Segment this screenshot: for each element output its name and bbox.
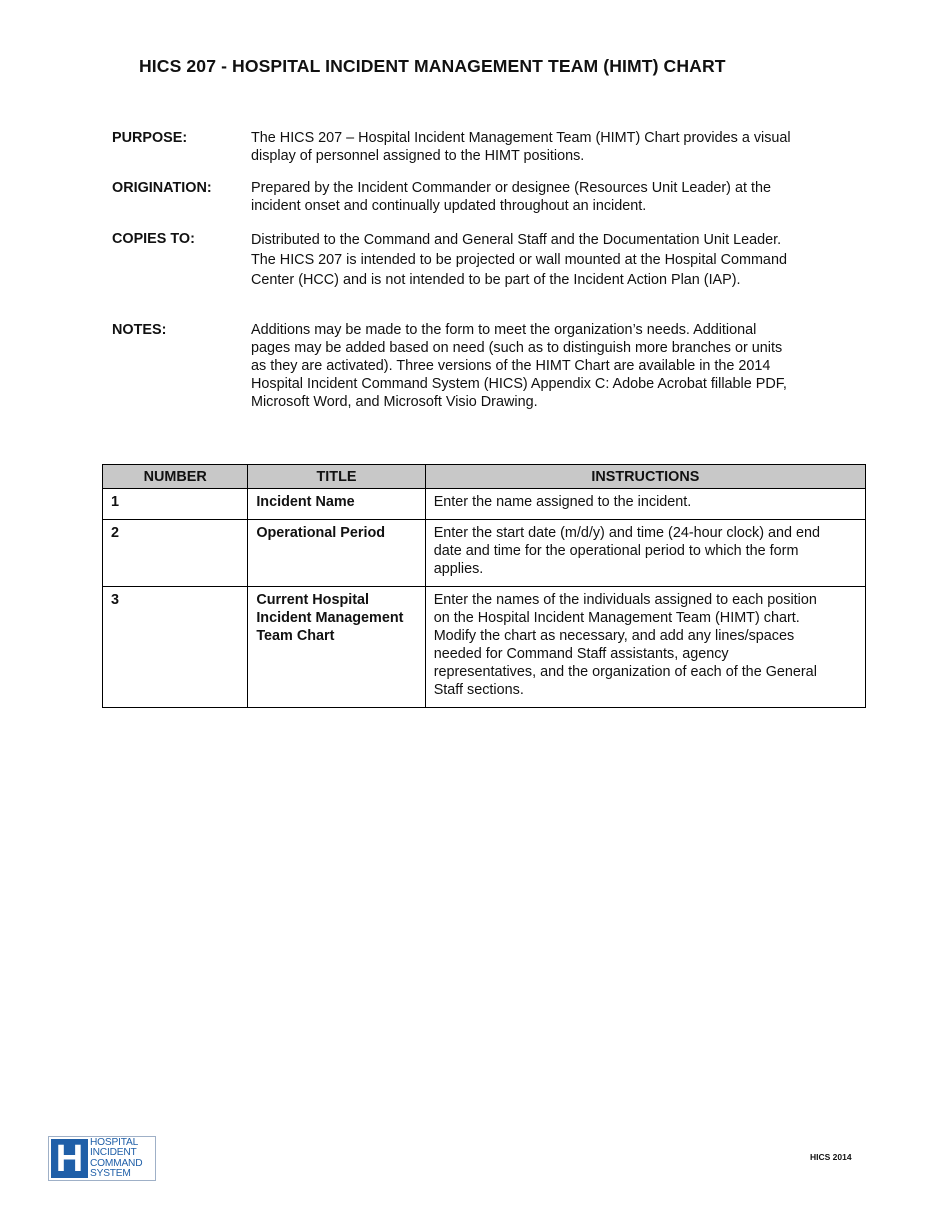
notes-text <box>251 321 842 411</box>
table-header-row <box>103 465 866 489</box>
row-title-line: Incident Name <box>256 494 355 510</box>
row-instruction-line: Enter the names of the individuals assigned to each position <box>433 592 817 608</box>
table-row <box>103 520 866 587</box>
row-number: 3 <box>103 587 248 708</box>
row-instruction-line: Enter the name assigned to the incident. <box>433 494 692 510</box>
origination-line: incident onset and continually updated throughout an incident. <box>251 198 647 214</box>
row-instruction-line: Staff sections. <box>433 682 524 698</box>
notes-line: Hospital Incident Command System (HICS) Appendix C: Adobe Acrobat fillable PDF, <box>251 376 787 392</box>
notes-line: Additions may be made to the form to meet the organization’s needs. Additional <box>251 322 757 338</box>
row-title-line: Incident Management <box>256 610 404 626</box>
notes-section <box>112 321 842 411</box>
row-title-line: Team Chart <box>256 628 335 644</box>
row-instruction-line: Enter the start date (m/d/y) and time (24-hour clock) and end <box>433 525 821 541</box>
footer-code: HICS 2014 <box>810 1152 852 1162</box>
row-title-line: Operational Period <box>256 525 386 541</box>
notes-label: NOTES: <box>112 322 167 338</box>
row-instructions <box>425 520 865 587</box>
logo-wordmark <box>90 1138 142 1179</box>
row-instruction-line: date and time for the operational period to which the form <box>433 543 799 559</box>
row-title <box>248 520 425 587</box>
purpose-label: PURPOSE: <box>112 130 188 146</box>
copies-to-line: Center (HCC) and is not intended to be part of the Incident Action Plan (IAP). <box>251 272 741 288</box>
row-instructions <box>425 489 865 520</box>
row-instructions <box>425 587 865 708</box>
origination-text <box>251 179 842 215</box>
header-instructions: INSTRUCTIONS <box>425 465 865 489</box>
copies-to-text <box>251 230 842 290</box>
row-instruction-line: Modify the chart as necessary, and add any lines/spaces <box>433 628 795 644</box>
logo-word: COMMAND <box>90 1157 143 1169</box>
origination-label: ORIGINATION: <box>112 180 212 196</box>
row-title <box>248 489 425 520</box>
origination-line: Prepared by the Incident Commander or designee (Resources Unit Leader) at the <box>251 180 771 196</box>
row-instruction-line: applies. <box>433 561 484 577</box>
row-number: 1 <box>103 489 248 520</box>
table-row <box>103 489 866 520</box>
purpose-line: display of personnel assigned to the HIMT positions. <box>251 148 585 164</box>
origination-section <box>112 179 842 215</box>
purpose-line: The HICS 207 – Hospital Incident Management Team (HIMT) Chart provides a visual <box>251 130 791 146</box>
row-instruction-line: representatives, and the organization of each of the General <box>433 664 817 680</box>
hics-logo <box>48 1136 156 1181</box>
row-title-line: Current Hospital <box>256 592 370 608</box>
row-instruction-line: needed for Command Staff assistants, agency <box>433 646 729 662</box>
logo-word: INCIDENT <box>90 1147 137 1159</box>
notes-line: as they are activated). Three versions of the HIMT Chart are available in the 2014 <box>251 358 771 374</box>
notes-line: pages may be added based on need (such as to distinguish more branches or units <box>251 340 783 356</box>
header-number: NUMBER <box>103 465 248 489</box>
logo-letter: H <box>51 1139 88 1178</box>
copies-to-section <box>112 230 842 290</box>
header-title: TITLE <box>248 465 425 489</box>
copies-to-label: COPIES TO: <box>112 231 195 247</box>
purpose-section <box>112 129 842 165</box>
logo-word: HOSPITAL <box>90 1137 139 1148</box>
instructions-table <box>102 464 866 708</box>
purpose-text <box>251 129 842 165</box>
copies-to-line: The HICS 207 is intended to be projected or wall mounted at the Hospital Command <box>251 252 787 268</box>
row-title <box>248 587 425 708</box>
logo-word: SYSTEM <box>90 1167 131 1179</box>
notes-line: Microsoft Word, and Microsoft Visio Drawing. <box>251 394 538 410</box>
copies-to-line: Distributed to the Command and General Staff and the Documentation Unit Leader. <box>251 232 782 248</box>
table-row <box>103 587 866 708</box>
page-title: HICS 207 - HOSPITAL INCIDENT MANAGEMENT TEAM (HIMT) CHART <box>139 56 726 76</box>
row-number: 2 <box>103 520 248 587</box>
row-instruction-line: on the Hospital Incident Management Team (HIMT) chart. <box>433 610 800 626</box>
